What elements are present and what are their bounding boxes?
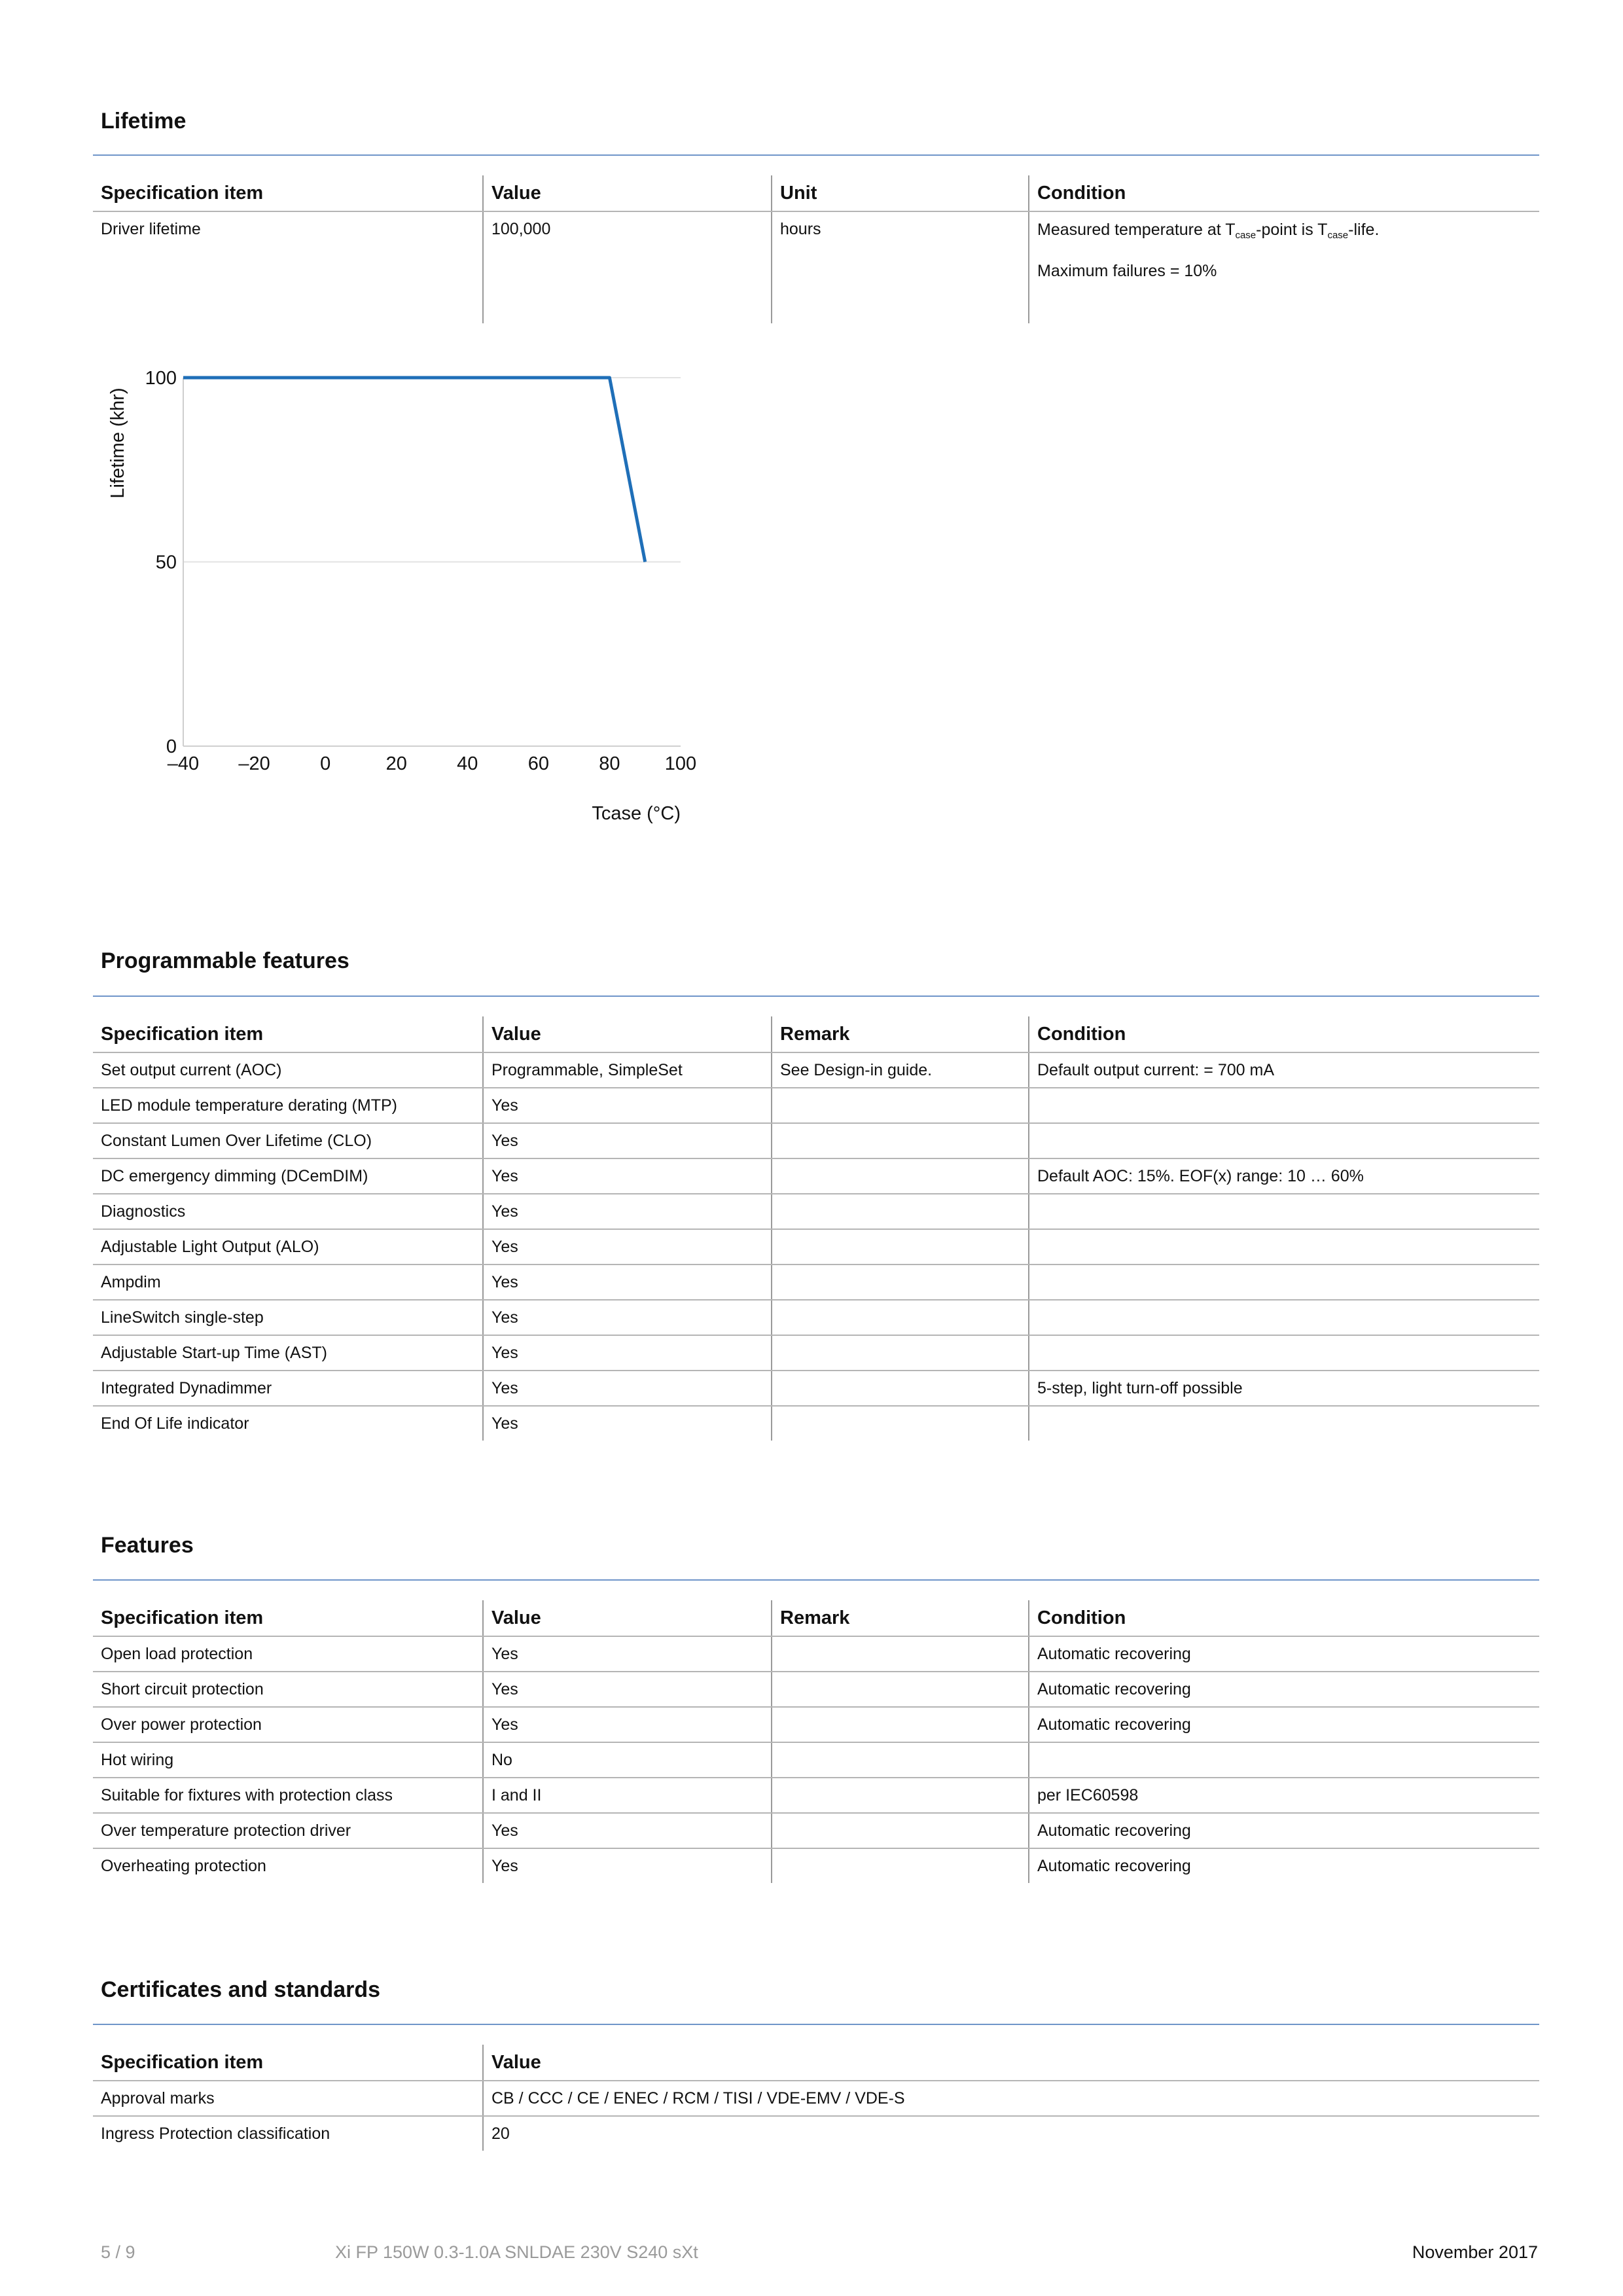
table-cell: Yes bbox=[483, 1194, 772, 1229]
column-header: Specification item bbox=[93, 175, 483, 211]
column-header: Value bbox=[483, 1600, 772, 1636]
table-cell: Short circuit protection bbox=[93, 1672, 483, 1707]
table-cell: Automatic recovering bbox=[1029, 1636, 1539, 1672]
lifetime-table bbox=[93, 175, 1539, 323]
table-cell bbox=[772, 1123, 1029, 1158]
table-cell: LineSwitch single-step bbox=[93, 1300, 483, 1335]
table-row bbox=[93, 2081, 1539, 2116]
table-cell bbox=[772, 1194, 1029, 1229]
table-cell: Yes bbox=[483, 1158, 772, 1194]
table-cell: No bbox=[483, 1742, 772, 1778]
table-row bbox=[93, 1335, 1539, 1371]
table-row bbox=[93, 1265, 1539, 1300]
table-header-row bbox=[93, 1600, 1539, 1636]
table-cell: CB / CCC / CE / ENEC / RCM / TISI / VDE-EMV / VDE-S bbox=[483, 2081, 1539, 2116]
column-header: Condition bbox=[1029, 1016, 1539, 1052]
table-cell: Automatic recovering bbox=[1029, 1848, 1539, 1883]
table-cell: Automatic recovering bbox=[1029, 1672, 1539, 1707]
table-cell: Default output current: = 700 mA bbox=[1029, 1052, 1539, 1088]
table-cell bbox=[772, 1265, 1029, 1300]
table-cell: Automatic recovering bbox=[1029, 1813, 1539, 1848]
table-cell: Programmable, SimpleSet bbox=[483, 1052, 772, 1088]
y-axis-label: Lifetime (khr) bbox=[107, 387, 128, 499]
condition-line-1: Measured temperature at $T_{case}$-point is $T_{case}$-life. bbox=[1037, 221, 1380, 241]
table-cell: Yes bbox=[483, 1636, 772, 1672]
table-cell bbox=[772, 1088, 1029, 1123]
table-cell: Adjustable Light Output (ALO) bbox=[93, 1229, 483, 1265]
table-cell bbox=[1029, 1229, 1539, 1265]
table-cell: per IEC60598 bbox=[1029, 1778, 1539, 1813]
table-cell: See Design-in guide. bbox=[772, 1052, 1029, 1088]
table-cell: Ampdim bbox=[93, 1265, 483, 1300]
table-cell: Yes bbox=[483, 1371, 772, 1406]
column-header: Specification item bbox=[93, 1600, 483, 1636]
table-row bbox=[93, 211, 1539, 323]
table-cell bbox=[1029, 1123, 1539, 1158]
table-row bbox=[93, 1052, 1539, 1088]
table-cell: Yes bbox=[483, 1265, 772, 1300]
section-title-features: Features bbox=[101, 1533, 194, 1558]
column-header: Unit bbox=[772, 175, 1029, 211]
table-cell bbox=[772, 1778, 1029, 1813]
table-cell: LED module temperature derating (MTP) bbox=[93, 1088, 483, 1123]
x-tick-label: 40 bbox=[457, 753, 478, 774]
table-cell: Suitable for fixtures with protection class bbox=[93, 1778, 483, 1813]
table-header-row bbox=[93, 1016, 1539, 1052]
table-cell: Hot wiring bbox=[93, 1742, 483, 1778]
table-cell: Default AOC: 15%. EOF(x) range: 10 … 60% bbox=[1029, 1158, 1539, 1194]
table-cell bbox=[772, 1742, 1029, 1778]
table-cell bbox=[1029, 1300, 1539, 1335]
cell-condition bbox=[1029, 211, 1539, 323]
table-cell: Automatic recovering bbox=[1029, 1707, 1539, 1742]
table-cell: 5-step, light turn-off possible bbox=[1029, 1371, 1539, 1406]
x-tick-label: 60 bbox=[527, 753, 549, 774]
table-cell: Yes bbox=[483, 1088, 772, 1123]
column-header: Condition bbox=[1029, 1600, 1539, 1636]
cell-item: Driver lifetime bbox=[101, 220, 201, 238]
condition-line-2: Maximum failures = 10% bbox=[1037, 262, 1217, 280]
table-row bbox=[93, 1813, 1539, 1848]
table-row bbox=[93, 2116, 1539, 2151]
section-rule bbox=[93, 1579, 1539, 1581]
table-cell: Over temperature protection driver bbox=[93, 1813, 483, 1848]
table-header-row bbox=[93, 175, 1539, 211]
table-cell bbox=[1029, 1265, 1539, 1300]
x-tick-label: 80 bbox=[599, 753, 620, 774]
table-cell bbox=[1029, 1335, 1539, 1371]
table-cell: Ingress Protection classification bbox=[101, 2124, 330, 2143]
table-row bbox=[93, 1778, 1539, 1813]
x-axis-label: Tcase (°C) bbox=[592, 803, 681, 824]
section-rule bbox=[93, 154, 1539, 156]
certificates-table bbox=[93, 2045, 1539, 2151]
table-cell: Open load protection bbox=[93, 1636, 483, 1672]
table-cell: Constant Lumen Over Lifetime (CLO) bbox=[93, 1123, 483, 1158]
column-header: Value bbox=[483, 175, 772, 211]
table-row bbox=[93, 1742, 1539, 1778]
table-cell: Yes bbox=[483, 1848, 772, 1883]
table-row bbox=[93, 1194, 1539, 1229]
series-line bbox=[183, 378, 645, 562]
table-cell bbox=[772, 1848, 1029, 1883]
table-row bbox=[93, 1229, 1539, 1265]
cell-value: 100,000 bbox=[483, 211, 772, 323]
footer-date: November 2017 bbox=[1412, 2242, 1538, 2262]
lifetime-chart-svg bbox=[93, 327, 747, 851]
table-cell: Approval marks bbox=[93, 2081, 483, 2116]
section-rule bbox=[93, 2024, 1539, 2025]
table-cell bbox=[772, 1636, 1029, 1672]
table-row bbox=[93, 1300, 1539, 1335]
column-header: Condition bbox=[1029, 175, 1539, 211]
y-tick-label: 50 bbox=[155, 552, 177, 573]
table-row bbox=[93, 1406, 1539, 1441]
table-row bbox=[93, 1672, 1539, 1707]
table-row bbox=[93, 1636, 1539, 1672]
table-cell: Yes bbox=[483, 1229, 772, 1265]
x-tick-label: 100 bbox=[664, 753, 697, 774]
cell-unit: hours bbox=[772, 211, 1029, 323]
table-cell: Over power protection bbox=[93, 1707, 483, 1742]
table-cell bbox=[772, 1406, 1029, 1441]
section-rule bbox=[93, 996, 1539, 997]
table-cell: Yes bbox=[483, 1123, 772, 1158]
table-cell bbox=[1029, 1194, 1539, 1229]
table-row bbox=[93, 1088, 1539, 1123]
table-cell bbox=[772, 1300, 1029, 1335]
table-cell bbox=[772, 1707, 1029, 1742]
y-tick-label: 100 bbox=[145, 368, 177, 389]
table-cell bbox=[1029, 1742, 1539, 1778]
table-cell: Yes bbox=[483, 1300, 772, 1335]
footer-page-number: 5 / 9 bbox=[101, 2242, 135, 2262]
table-cell bbox=[772, 1335, 1029, 1371]
programmable-features-table bbox=[93, 1016, 1539, 1441]
table-cell bbox=[772, 1813, 1029, 1848]
section-title-certificates: Certificates and standards bbox=[101, 1977, 381, 2002]
table-row bbox=[93, 1707, 1539, 1742]
table-cell: Set output current (AOC) bbox=[93, 1052, 483, 1088]
table-cell: I and II bbox=[483, 1778, 772, 1813]
table-cell bbox=[772, 1371, 1029, 1406]
table-cell: 20 bbox=[483, 2116, 1539, 2151]
table-cell bbox=[772, 1158, 1029, 1194]
table-row bbox=[93, 1158, 1539, 1194]
table-cell: End Of Life indicator bbox=[101, 1414, 249, 1433]
table-cell bbox=[772, 1672, 1029, 1707]
table-cell: Integrated Dynadimmer bbox=[93, 1371, 483, 1406]
table-cell: Overheating protection bbox=[101, 1856, 266, 1875]
table-row bbox=[93, 1371, 1539, 1406]
x-tick-label: 0 bbox=[320, 753, 331, 774]
column-header: Value bbox=[483, 2045, 1539, 2081]
column-header: Value bbox=[483, 1016, 772, 1052]
table-cell: DC emergency dimming (DCemDIM) bbox=[93, 1158, 483, 1194]
y-tick-label: 0 bbox=[166, 736, 177, 757]
table-cell: Yes bbox=[483, 1813, 772, 1848]
column-header: Remark bbox=[772, 1016, 1029, 1052]
table-cell: Yes bbox=[483, 1335, 772, 1371]
table-cell: Diagnostics bbox=[93, 1194, 483, 1229]
table-cell bbox=[1029, 1406, 1539, 1441]
table-cell: Yes bbox=[483, 1672, 772, 1707]
table-cell: Yes bbox=[483, 1406, 772, 1441]
x-tick-label: –40 bbox=[167, 753, 200, 774]
x-tick-label: 20 bbox=[385, 753, 407, 774]
footer-product-name: Xi FP 150W 0.3-1.0A SNLDAE 230V S240 sXt bbox=[335, 2242, 698, 2262]
section-title-programmable: Programmable features bbox=[101, 948, 349, 973]
table-cell bbox=[772, 1229, 1029, 1265]
section-title-lifetime: Lifetime bbox=[101, 109, 187, 134]
column-header: Specification item bbox=[93, 2045, 483, 2081]
table-row bbox=[93, 1123, 1539, 1158]
table-row bbox=[93, 1848, 1539, 1883]
column-header: Specification item bbox=[93, 1016, 483, 1052]
table-header-row bbox=[93, 2045, 1539, 2081]
table-cell: Yes bbox=[483, 1707, 772, 1742]
column-header: Remark bbox=[772, 1600, 1029, 1636]
table-cell bbox=[1029, 1088, 1539, 1123]
table-cell: Adjustable Start-up Time (AST) bbox=[93, 1335, 483, 1371]
features-table bbox=[93, 1600, 1539, 1883]
x-tick-label: –20 bbox=[238, 753, 270, 774]
